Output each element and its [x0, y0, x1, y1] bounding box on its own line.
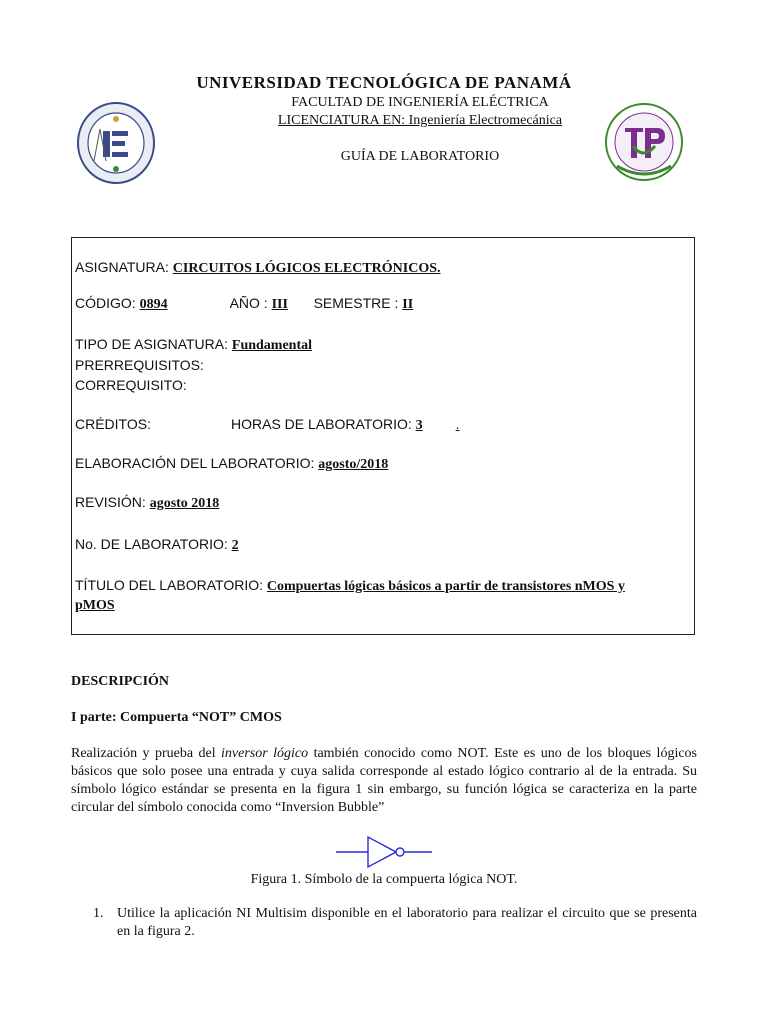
semestre-label: SEMESTRE :: [313, 295, 399, 311]
revision-row: [75, 494, 219, 512]
ano-value: III: [271, 297, 288, 312]
tipo-label: TIPO DE ASIGNATURA:: [75, 336, 228, 352]
horas-suffix: .: [455, 416, 460, 432]
revision-label: REVISIÓN:: [75, 494, 146, 510]
list-item-text: Utilice la aplicación NI Multisim disponible en el laboratorio para realizar el circuito que se presenta en la figura 2.: [117, 906, 697, 939]
numero-row: [75, 536, 256, 554]
elaboracion-row: [75, 455, 388, 473]
correquisito-label: CORREQUISITO:: [75, 377, 187, 393]
titulo-row-2: [75, 596, 115, 614]
asignatura-value: CIRCUITOS LÓGICOS ELECTRÓNICOS.: [172, 261, 441, 276]
instruction-list: [93, 905, 697, 941]
description-paragraph: [71, 745, 697, 817]
codigo-value: 0894: [139, 297, 168, 312]
creditos-label: CRÉDITOS:: [75, 416, 151, 432]
prerrequisitos-label: PRERREQUISITOS:: [75, 357, 204, 373]
asignatura-row: [75, 259, 441, 277]
degree-label: LICENCIATURA EN:: [277, 113, 406, 128]
paragraph-italic: inversor lógico: [221, 746, 309, 761]
titulo-label: TÍTULO DEL LABORATORIO:: [75, 577, 264, 593]
descripcion-heading: DESCRIPCIÓN: [71, 674, 170, 689]
revision-value: agosto 2018: [149, 496, 220, 511]
tipo-row: [75, 336, 312, 354]
utp-seal-logo: [603, 102, 685, 182]
titulo-value-line1: Compuertas lógicas básicos a partir de transistores nMOS y: [266, 579, 625, 594]
not-gate-symbol: [336, 834, 432, 870]
titulo-value-line2: pMOS: [75, 598, 115, 613]
tipo-value: Fundamental: [231, 338, 313, 353]
degree-value: Ingeniería Electromecánica: [408, 113, 563, 128]
codigo-label: CÓDIGO:: [75, 295, 136, 311]
horas-label: HORAS DE LABORATORIO:: [231, 416, 412, 432]
inversion-bubble: [396, 848, 404, 856]
numero-label: No. DE LABORATORIO:: [75, 536, 228, 552]
list-item-number: 1.: [93, 906, 104, 921]
elaboracion-label: ELABORACIÓN DEL LABORATORIO:: [75, 455, 315, 471]
titulo-row: [75, 577, 625, 595]
asignatura-label: ASIGNATURA:: [75, 259, 169, 275]
faculty-name: FACULTAD DE INGENIERÍA ELÉCTRICA: [291, 95, 549, 110]
figure-1-caption: Figura 1. Símbolo de la compuerta lógica NOT.: [250, 872, 518, 887]
horas-value: 3: [415, 418, 423, 433]
part1-heading: I parte: Compuerta “NOT” CMOS: [71, 710, 282, 725]
fie-seal-logo: [76, 101, 156, 185]
codigo-row: [75, 295, 488, 313]
paragraph-start: Realización y prueba del: [71, 746, 222, 761]
ano-label: AÑO :: [229, 295, 268, 311]
elaboracion-value: agosto/2018: [318, 457, 389, 472]
horas-row: [231, 416, 460, 434]
university-name: UNIVERSIDAD TECNOLÓGICA DE PANAMÁ: [196, 73, 572, 92]
guide-title: GUÍA DE LABORATORIO: [340, 149, 500, 164]
not-gate-triangle: [368, 837, 396, 867]
degree-line: [230, 113, 610, 129]
semestre-value: II: [402, 297, 414, 312]
paragraph-rest: también conocido como NOT. Este es uno de los bloques lógicos básicos que solo posee una entrada y cuya salida corresponde al estado lógico contrario al de la entrada. Su símbolo lógico estándar se presenta en la figura 1 sin embargo, su función lógica se caracteriza en la parte circular del símbolo conocida como “Inversion Bubble”: [71, 746, 697, 815]
numero-value: 2: [231, 538, 239, 553]
